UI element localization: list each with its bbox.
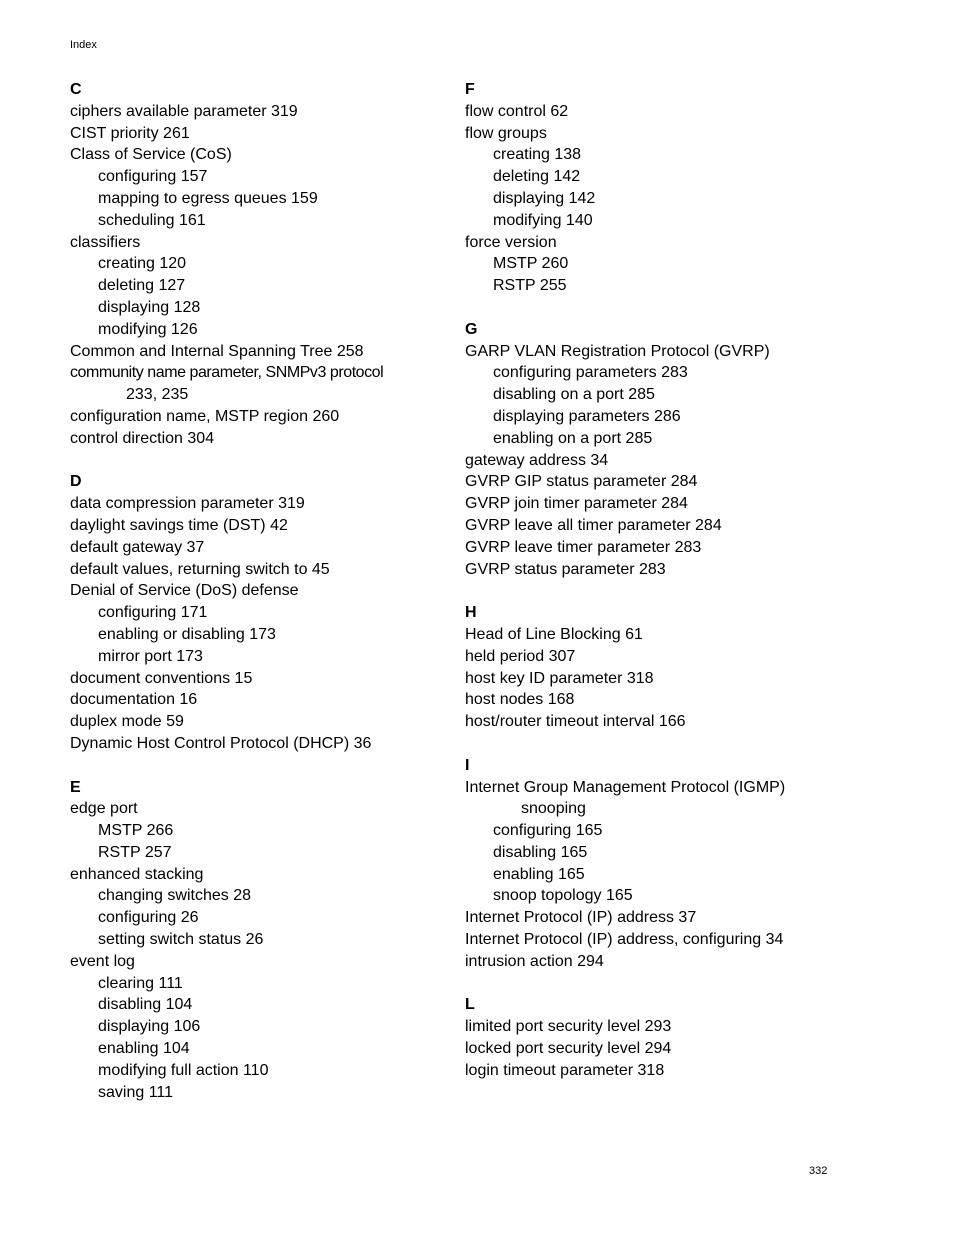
index-subentry: RSTP 255: [493, 277, 567, 295]
index-subentry: creating 138: [493, 146, 582, 164]
index-section-g: [465, 319, 835, 581]
index-entry: documentation 16: [70, 691, 198, 709]
index-subentry: modifying 126: [98, 320, 198, 338]
index-subentry: enabling 104: [98, 1040, 190, 1058]
index-entry: Common and Internal Spanning Tree 258: [70, 342, 364, 360]
index-entry: control direction 304: [70, 429, 215, 447]
section-letter: D: [70, 473, 82, 491]
index-entry: default values, returning switch to 45: [70, 560, 330, 578]
index-entry: Denial of Service (DoS) defense: [70, 582, 299, 600]
index-entry: GVRP join timer parameter 284: [465, 495, 688, 513]
index-subentry: saving 111: [98, 1083, 174, 1101]
index-entry: GVRP GIP status parameter 284: [465, 473, 698, 491]
section-letter: L: [465, 996, 475, 1014]
index-subentry: disabling on a port 285: [493, 386, 655, 404]
index-entry: limited port security level 293: [465, 1018, 672, 1036]
index-subentry: displaying parameters 286: [493, 407, 681, 425]
index-subentry: disabling 165: [493, 843, 588, 861]
index-section-i: [465, 755, 835, 973]
index-subentry: MSTP 266: [98, 822, 174, 840]
section-letter: E: [70, 778, 81, 796]
section-letter: C: [70, 81, 82, 98]
index-subentry: modifying 140: [493, 211, 593, 229]
index-entry: host/router timeout interval 166: [465, 713, 686, 731]
index-entry: default gateway 37: [70, 538, 205, 556]
index-subentry: clearing 111: [98, 974, 183, 992]
index-subentry: displaying 106: [98, 1018, 201, 1036]
index-subentry: setting switch status 26: [98, 931, 264, 949]
index-subentry: deleting 127: [98, 277, 186, 295]
index-entry: held period 307: [465, 647, 576, 665]
index-entry: ciphers available parameter 319: [70, 102, 298, 120]
index-entry: data compression parameter 319: [70, 495, 305, 513]
index-section-c: [70, 79, 450, 450]
index-subentry: displaying 142: [493, 189, 596, 207]
index-subentry: changing switches 28: [98, 887, 251, 905]
index-entry: Internet Protocol (IP) address 37: [465, 909, 697, 927]
index-entry: Internet Protocol (IP) address, configuring 34: [465, 931, 784, 949]
index-subentry: configuring 165: [493, 822, 603, 840]
index-entry: host nodes 168: [465, 691, 575, 709]
index-subentry: enabling or disabling 173: [98, 625, 276, 643]
section-letter: H: [465, 604, 477, 622]
index-entry: enhanced stacking: [70, 865, 204, 883]
index-subentry: scheduling 161: [98, 211, 206, 229]
section-letter: I: [465, 756, 470, 774]
index-subentry: enabling on a port 285: [493, 429, 653, 447]
index-section-f: [465, 79, 835, 297]
index-entry: Class of Service (CoS): [70, 146, 232, 164]
index-entry: Head of Line Blocking 61: [465, 625, 643, 643]
index-entry: GVRP leave timer parameter 283: [465, 538, 702, 556]
index-entry: Dynamic Host Control Protocol (DHCP) 36: [70, 734, 372, 752]
page-number: 332: [809, 1165, 828, 1177]
index-entry: GARP VLAN Registration Protocol (GVRP): [465, 342, 770, 360]
index-subentry: mapping to egress queues 159: [98, 189, 318, 207]
index-subentry: mirror port 173: [98, 647, 203, 665]
section-letter: F: [465, 81, 475, 98]
index-entry: gateway address 34: [465, 451, 609, 469]
index-entry: event log: [70, 952, 135, 970]
index-subentry: RSTP 257: [98, 843, 172, 861]
index-subentry: deleting 142: [493, 168, 581, 186]
index-entry: GVRP leave all timer parameter 284: [465, 516, 722, 534]
index-subentry: MSTP 260: [493, 255, 569, 273]
index-subentry: disabling 104: [98, 996, 193, 1014]
index-section-d: [70, 471, 450, 754]
index-entry: force version: [465, 233, 557, 251]
index-subentry: configuring 157: [98, 168, 208, 186]
index-subentry: configuring 171: [98, 604, 208, 622]
index-entry: Internet Group Management Protocol (IGMP): [465, 778, 786, 796]
index-subentry: configuring parameters 283: [493, 364, 688, 382]
index-column-right: [465, 79, 835, 1103]
index-entry: CIST priority 261: [70, 124, 190, 142]
index-entry: flow groups: [465, 124, 547, 142]
index-entry: document conventions 15: [70, 669, 253, 687]
index-entry: intrusion action 294: [465, 952, 604, 970]
index-entry: login timeout parameter 318: [465, 1061, 665, 1079]
index-subentry: modifying full action 110: [98, 1061, 269, 1079]
index-entry: host key ID parameter 318: [465, 669, 654, 687]
index-entry: edge port: [70, 800, 138, 818]
index-entry: classifiers: [70, 233, 141, 251]
index-entry: locked port security level 294: [465, 1040, 672, 1058]
index-entry: flow control 62: [465, 102, 569, 120]
running-header: Index: [70, 39, 97, 51]
index-subentry: 233, 235: [126, 386, 189, 404]
index-section-l: [465, 994, 835, 1081]
index-subentry: enabling 165: [493, 865, 585, 883]
index-entry: GVRP status parameter 283: [465, 560, 666, 578]
section-letter: G: [465, 320, 478, 338]
index-subentry: snoop topology 165: [493, 887, 633, 905]
index-section-e: [70, 777, 450, 1104]
index-entry: daylight savings time (DST) 42: [70, 516, 288, 534]
index-column-left: [70, 79, 450, 1125]
index-subentry: configuring 26: [98, 909, 199, 927]
index-subentry: creating 120: [98, 255, 187, 273]
index-entry: configuration name, MSTP region 260: [70, 407, 340, 425]
index-entry: duplex mode 59: [70, 713, 184, 731]
index-entry: community name parameter, SNMPv3 protocol: [70, 364, 384, 382]
index-section-h: [465, 602, 835, 733]
index-subentry: displaying 128: [98, 298, 201, 316]
index-subentry: snooping: [521, 800, 586, 818]
